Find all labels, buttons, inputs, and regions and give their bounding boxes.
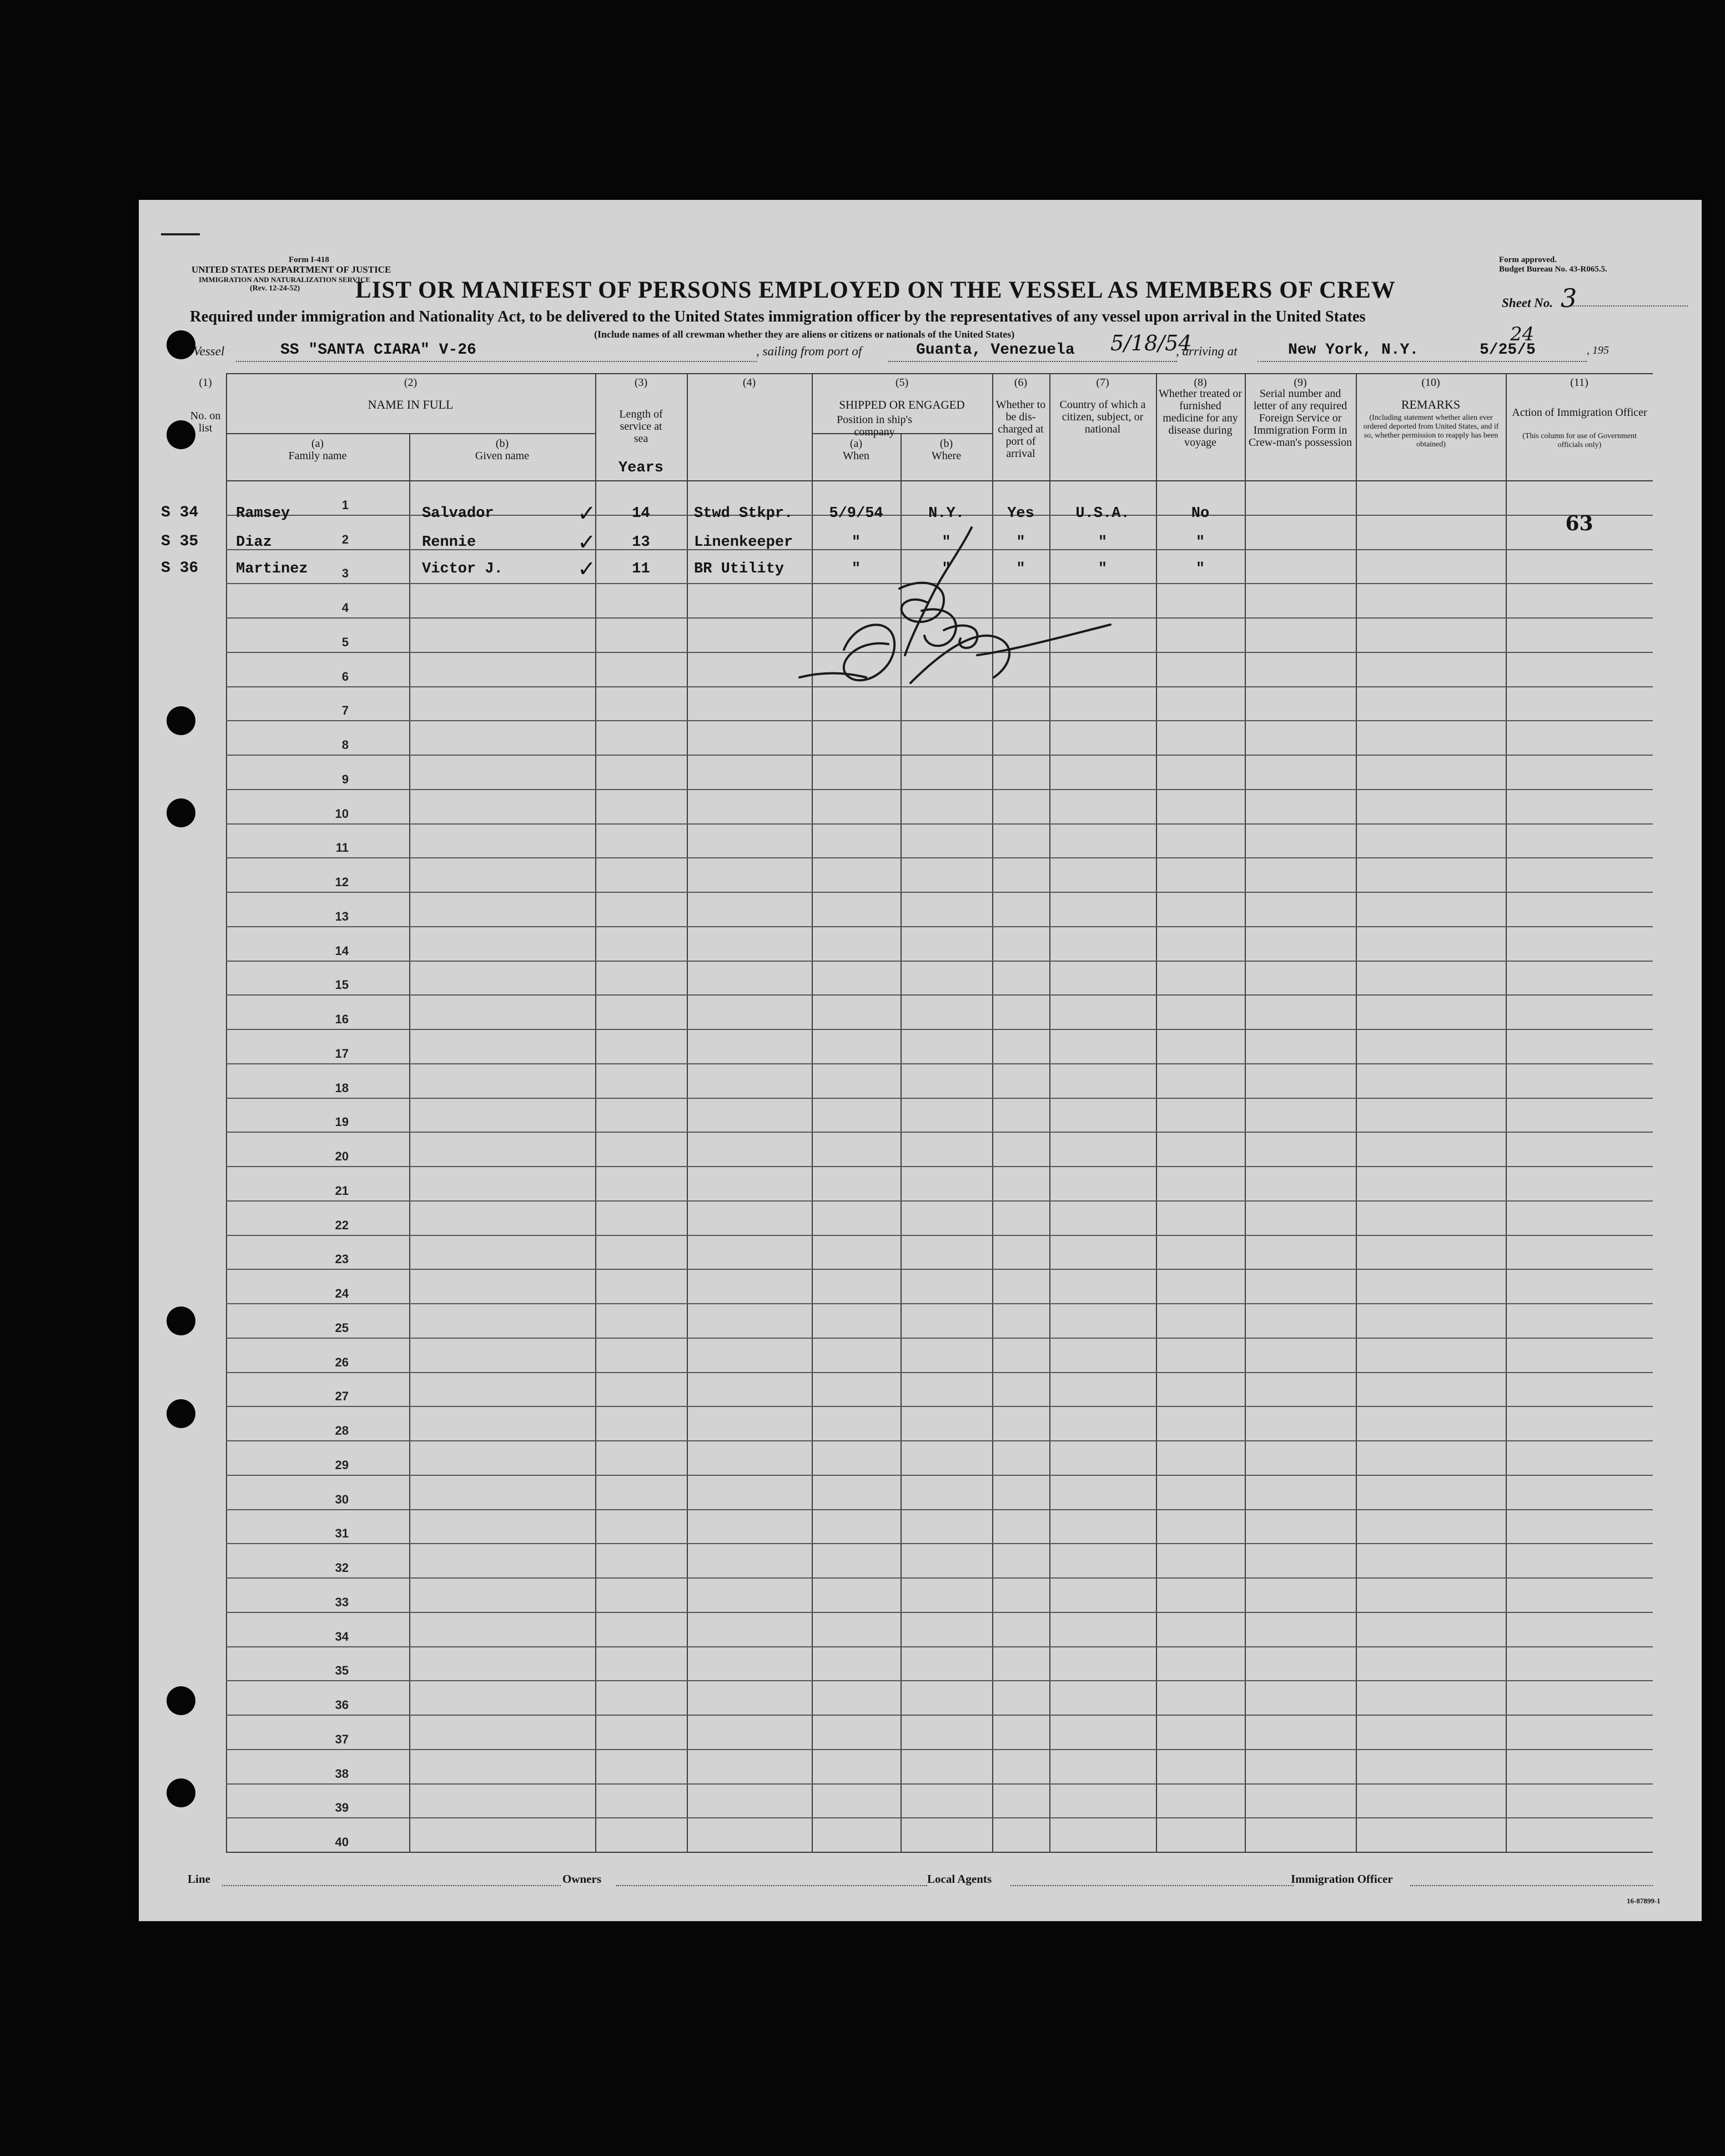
footer-owners-label: Owners	[562, 1872, 601, 1886]
header-action-note: (This column for use of Government officials only)	[1522, 432, 1637, 449]
row-number: 7	[341, 703, 349, 717]
header-given-letter: (b)	[495, 438, 509, 450]
crew-action: 63	[1565, 512, 1593, 535]
sheet-label: Sheet No.	[1502, 296, 1553, 310]
footer-line-underline	[222, 1885, 561, 1886]
header-serial: Serial number and letter of any required Foreign Service or Immigration Form in Crew-man's possession	[1248, 388, 1352, 449]
col-number: (2)	[404, 376, 418, 389]
row-number: 9	[341, 772, 349, 786]
header-family-letter: (a)	[311, 438, 324, 450]
row-number: 11	[335, 841, 349, 855]
column-divider	[687, 373, 688, 1853]
service-line: IMMIGRATION AND NATURALIZATION SERVICE	[199, 275, 371, 284]
row-number: 2	[341, 532, 349, 546]
row-number: 34	[335, 1630, 349, 1644]
row-number: 39	[335, 1801, 349, 1815]
row-number: 38	[335, 1767, 349, 1781]
header-length-service: Length of service at sea	[619, 408, 663, 445]
arrival-date: 5/25/5	[1480, 341, 1536, 359]
row-number: 13	[335, 909, 349, 923]
row-number: 37	[335, 1732, 349, 1746]
header-when-letter: (a)	[849, 438, 863, 450]
row-number: 16	[335, 1012, 349, 1026]
row-rule	[226, 1406, 1653, 1407]
row-rule	[226, 892, 1653, 893]
crew-position: BR Utility	[694, 561, 784, 577]
crew-country: U.S.A.	[1075, 505, 1130, 522]
row-number: 12	[335, 875, 349, 889]
row-rule	[226, 1543, 1653, 1544]
crew-discharged: "	[1016, 534, 1025, 551]
crew-family: Martinez	[236, 561, 308, 577]
arrival-date-underline	[1466, 361, 1587, 362]
column-divider	[1156, 373, 1157, 1853]
crew-when: "	[851, 534, 861, 551]
manifest-sheet	[139, 200, 1702, 1921]
header-name-in-full: NAME IN FULL	[368, 398, 454, 411]
department-line: UNITED STATES DEPARTMENT OF JUSTICE	[192, 264, 391, 275]
row-rule	[226, 1200, 1653, 1202]
column-divider	[226, 373, 227, 1853]
edge-mark	[161, 233, 200, 235]
sailing-handwritten-date: 5/18/54	[1110, 331, 1192, 355]
crew-where: "	[942, 561, 951, 577]
sheet-number: 3	[1561, 283, 1577, 313]
row-number: 22	[335, 1218, 349, 1232]
footer-officer-label: Immigration Officer	[1291, 1872, 1393, 1886]
vessel-label: Vessel	[193, 344, 225, 358]
row-number: 27	[335, 1389, 349, 1403]
sheet-number-field	[1502, 283, 1577, 313]
row-rule	[226, 1029, 1653, 1030]
form-number: Form I-418	[289, 255, 329, 264]
vessel-name: SS "SANTA CIARA" V-26	[280, 341, 476, 359]
crew-years: 13	[632, 534, 650, 551]
page-title: LIST OR MANIFEST OF PERSONS EMPLOYED ON THE VESSEL AS MEMBERS OF CREW	[355, 277, 1396, 303]
punch-hole	[167, 1686, 195, 1715]
row-rule	[226, 1646, 1653, 1647]
row-rule	[226, 789, 1653, 790]
row-rule	[226, 1783, 1653, 1785]
row-number: 4	[341, 601, 349, 615]
crew-country: "	[1098, 534, 1108, 551]
row-number: 28	[335, 1424, 349, 1438]
row-rule	[226, 1269, 1653, 1270]
row-rule	[226, 1132, 1653, 1133]
sailing-label: , sailing from port of	[756, 344, 862, 358]
row-rule	[226, 755, 1653, 756]
col-number: (4)	[742, 376, 756, 389]
row-number: 10	[335, 807, 349, 821]
crew-margin-number: S 35	[161, 533, 199, 550]
officer-signature	[777, 511, 1121, 722]
crew-discharged: "	[1016, 561, 1025, 577]
row-number: 35	[335, 1664, 349, 1677]
arriving-port: New York, N.Y.	[1288, 341, 1419, 359]
footer-agents-underline	[1010, 1885, 1294, 1886]
row-number: 31	[335, 1526, 349, 1540]
crew-medicine: "	[1195, 534, 1205, 551]
row-rule	[226, 926, 1653, 927]
row-rule	[226, 1817, 1653, 1818]
crew-medicine: No	[1191, 505, 1210, 522]
punch-hole	[167, 706, 195, 735]
budget-line: Budget Bureau No. 43-R065.5.	[1499, 265, 1607, 274]
row-number: 30	[335, 1492, 349, 1506]
col-number: (8)	[1194, 376, 1207, 389]
column-divider	[595, 373, 596, 1853]
column-divider	[1506, 373, 1507, 1853]
col-number: (1)	[199, 376, 212, 389]
row-number: 40	[335, 1835, 349, 1849]
header-action-officer: Action of Immigration Officer	[1512, 406, 1647, 419]
include-note: (Include names of all crewman whether they are aliens or citizens or nationals of the United States)	[594, 329, 1015, 340]
column-divider	[1356, 373, 1357, 1853]
row-number: 25	[335, 1321, 349, 1335]
footer-line-label: Line	[188, 1872, 210, 1886]
row-number: 26	[335, 1355, 349, 1369]
col-number: (7)	[1096, 376, 1109, 389]
header-remarks: REMARKS	[1401, 398, 1461, 411]
year-label: , 195	[1587, 344, 1609, 356]
row-number: 21	[335, 1184, 349, 1198]
crew-given: Salvador	[422, 505, 494, 522]
row-number: 15	[335, 978, 349, 992]
header-country: Country of which a citizen, subject, or national	[1059, 399, 1146, 435]
row-number: 23	[335, 1252, 349, 1266]
col-number: (6)	[1014, 376, 1028, 389]
crew-when: "	[851, 561, 861, 577]
crew-given: Rennie	[422, 534, 476, 551]
header-shipped-engaged: SHIPPED OR ENGAGED	[839, 398, 965, 411]
header-when: When	[843, 450, 869, 462]
row-number: 19	[335, 1115, 349, 1129]
col-number: (5)	[895, 376, 909, 389]
crew-family: Diaz	[236, 534, 272, 551]
table-bottom-border	[226, 1852, 1653, 1853]
col-number: (9)	[1294, 376, 1307, 389]
row-rule	[226, 1166, 1653, 1167]
row-rule	[226, 1372, 1653, 1373]
sailing-underline	[888, 361, 1177, 362]
crew-country: "	[1098, 561, 1108, 577]
crew-margin-number: S 34	[161, 504, 199, 521]
sheet-underline	[1568, 305, 1688, 306]
row-rule	[226, 1509, 1653, 1510]
row-rule	[226, 1063, 1653, 1064]
row-rule	[226, 1235, 1653, 1236]
footer-officer-underline	[1410, 1885, 1653, 1886]
footer-owners-underline	[616, 1885, 927, 1886]
name-subheader-line	[226, 433, 595, 434]
crew-years: 11	[632, 561, 650, 577]
approval-line: Form approved.	[1499, 255, 1557, 264]
row-number: 8	[341, 738, 349, 752]
row-rule	[226, 1440, 1653, 1441]
row-rule	[226, 994, 1653, 996]
crew-family: Ramsey	[236, 505, 290, 522]
punch-hole	[167, 1778, 195, 1807]
arrival-date-correction: 24	[1510, 323, 1535, 345]
row-number: 3	[341, 566, 349, 580]
row-rule	[226, 1475, 1653, 1476]
header-position: Position in ship's company	[837, 414, 912, 438]
row-number: 17	[335, 1047, 349, 1061]
vessel-underline	[236, 361, 757, 362]
header-family-name: Family name	[288, 450, 347, 462]
column-divider	[409, 433, 410, 1853]
crew-years: 14	[632, 505, 650, 522]
row-number: 33	[335, 1595, 349, 1609]
check-mark-icon: ✓	[577, 530, 596, 555]
header-given-name: Given name	[475, 450, 530, 462]
revision-line: (Rev. 12-24-52)	[250, 284, 300, 293]
row-rule	[226, 961, 1653, 962]
crew-margin-number: S 36	[161, 560, 199, 577]
row-rule	[226, 1098, 1653, 1099]
row-rule	[226, 1577, 1653, 1579]
header-medicine: Whether treated or furnished medicine for any disease during voyage	[1159, 388, 1242, 449]
row-number: 29	[335, 1458, 349, 1472]
crew-when: 5/9/54	[829, 505, 883, 522]
row-number: 6	[341, 670, 349, 684]
footer-agents-label: Local Agents	[927, 1872, 992, 1886]
row-number: 24	[335, 1286, 349, 1300]
row-rule	[226, 1303, 1653, 1304]
row-rule	[226, 1612, 1653, 1613]
years-subheading: Years	[618, 460, 663, 476]
col-number: (3)	[634, 376, 648, 389]
arriving-label: , arriving at	[1176, 344, 1238, 358]
crew-discharged: Yes	[1007, 505, 1034, 522]
crew-given: Victor J.	[422, 561, 503, 577]
crew-position: Stwd Stkpr.	[694, 505, 793, 522]
punch-hole	[167, 1399, 195, 1428]
row-number: 32	[335, 1561, 349, 1575]
table-top-border	[226, 373, 1653, 374]
crew-position: Linenkeeper	[694, 534, 793, 551]
header-where: Where	[931, 450, 962, 462]
subtitle: Required under immigration and Nationality Act, to be delivered to the United States immigration officer by the representatives of any vessel upon arrival in the United States	[190, 308, 1366, 325]
row-rule	[226, 1338, 1653, 1339]
row-number: 18	[335, 1081, 349, 1095]
row-number: 14	[335, 944, 349, 958]
row-rule	[226, 1715, 1653, 1716]
punch-hole	[167, 798, 195, 827]
row-number: 20	[335, 1149, 349, 1163]
row-number: 1	[341, 498, 349, 512]
check-mark-icon: ✓	[577, 501, 596, 526]
row-rule	[226, 823, 1653, 825]
col-number: (10)	[1421, 376, 1440, 389]
row-rule	[226, 857, 1653, 858]
row-number: 36	[335, 1698, 349, 1712]
crew-where: N.Y.	[928, 505, 964, 522]
header-remarks-note: (Including statement whether alien ever ordered deported from United States, and if so, whether permission to reapply has been obtained)	[1363, 414, 1499, 449]
sailing-port: Guanta, Venezuela	[916, 341, 1075, 359]
row-number: 5	[341, 635, 349, 649]
header-discharged: Whether to be dis-charged at port of arrival	[995, 399, 1046, 460]
punch-hole	[167, 330, 195, 359]
crew-medicine: "	[1195, 561, 1205, 577]
col-number: (11)	[1570, 376, 1588, 389]
punch-hole	[167, 1306, 195, 1335]
row-rule	[226, 1749, 1653, 1750]
check-mark-icon: ✓	[577, 556, 596, 582]
column-divider	[1245, 373, 1246, 1853]
row-rule	[226, 1680, 1653, 1681]
arriving-underline	[1258, 361, 1466, 362]
crew-where: "	[942, 534, 951, 551]
header-bottom-border	[226, 480, 1653, 481]
form-code: 16-87899-1	[1627, 1897, 1661, 1905]
header-no-on-list: No. on list	[190, 410, 221, 434]
header-where-letter: (b)	[939, 438, 953, 450]
